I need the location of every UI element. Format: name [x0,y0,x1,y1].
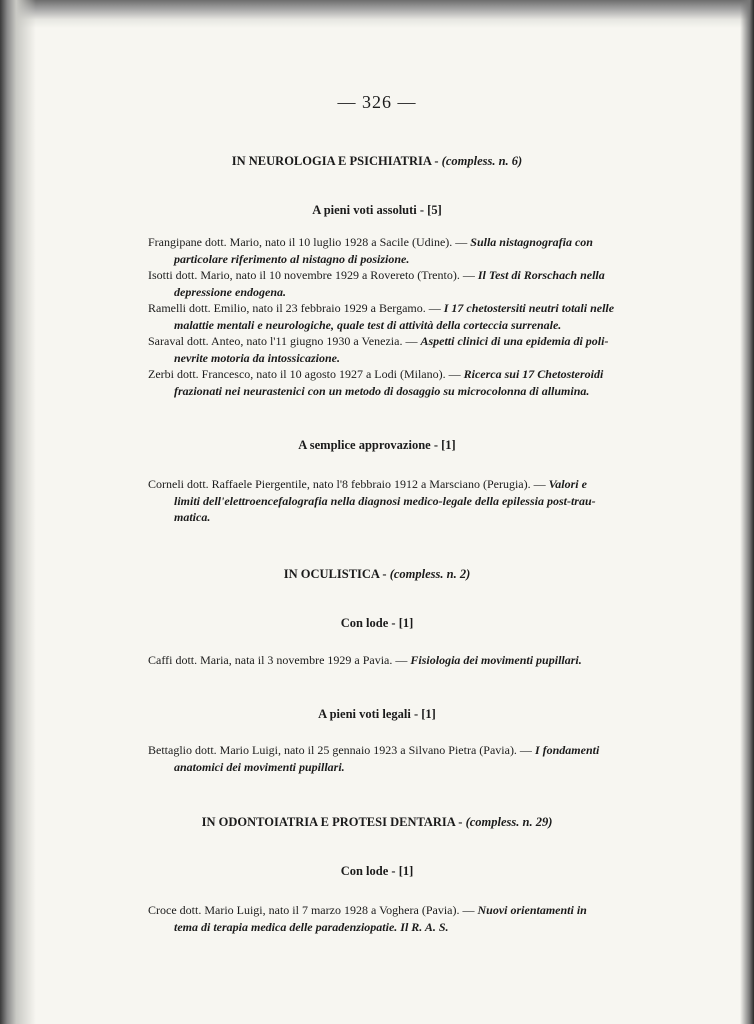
section-title-text: IN OCULISTICA [283,567,380,581]
list-item [148,300,696,333]
entry-author: Croce dott. Mario Luigi, nato il 7 marzo 1928 a Voghera (Pavia). — [148,903,478,917]
group-heading: Con lode - [1] [340,864,414,878]
entry-title: Fisiologia dei movimenti pupillari. [410,653,582,667]
entry-author: Isotti dott. Mario, nato il 10 novembre 1929 a Rovereto (Trento). — [148,268,478,282]
entry-title: Sulla nistagnografia con [470,235,593,249]
entry-title: Ricerca sui 17 Chetosteroidi [463,367,604,381]
list-item [148,652,696,669]
group-heading: Con lode - [1] [340,616,414,630]
entry-title: Valori e [548,477,587,491]
entry-title: Il Test di Rorschach nella [477,268,605,282]
entry-author: Corneli dott. Raffaele Piergentile, nato l'8 febbraio 1912 a Marsciano (Perugia). — [148,477,549,491]
entry-title-cont: frazionati nei neurastenici con un metodo di dosaggio su microcolonna di allumina. [174,383,590,398]
list-item [148,234,696,267]
entry-title: Aspetti clinici di una epidemia di poli- [420,334,609,348]
list-item [148,476,696,526]
entry-title: I fondamenti [534,743,600,757]
group-heading: A pieni voti assoluti - [5] [312,203,442,217]
entry-author: Caffi dott. Maria, nata il 3 novembre 1929 a Pavia. — [148,653,411,667]
section-compless: (compless. n. 6) [441,154,523,168]
entry-author: Frangipane dott. Mario, nato il 10 luglio 1928 a Sacile (Udine). — [148,235,471,249]
entry-title: I 17 chetostersiti neutri totali nelle [443,301,615,315]
list-item [148,366,696,399]
entry-title-cont: malattie mentali e neurologiche, quale test di attività della corteccia surrenale. [174,317,562,332]
entry-title-cont: tema di terapia medica delle paradenziopatie. Il R. A. S. [174,919,449,934]
entry-title-cont: matica. [174,510,211,524]
entry-title-cont: nevrite motoria da intossicazione. [174,350,341,365]
section-compless: (compless. n. 2) [389,567,471,581]
group-heading: A pieni voti legali - [1] [318,707,436,721]
group-heading: A semplice approvazione - [1] [298,438,456,452]
entry-author: Ramelli dott. Emilio, nato il 23 febbraio 1929 a Bergamo. — [148,301,444,315]
page-number: — 326 — [337,92,417,112]
section-compless: (compless. n. 29) [465,815,553,829]
entry-title-cont: depressione endogena. [174,284,286,299]
entry-author: Zerbi dott. Francesco, nato il 10 agosto 1927 a Lodi (Milano). — [148,367,464,381]
list-item [148,333,696,366]
section-title-text: IN ODONTOIATRIA E PROTESI DENTARIA [201,815,456,829]
section-title-text: IN NEUROLOGIA E PSICHIATRIA [231,154,432,168]
entry-author: Bettaglio dott. Mario Luigi, nato il 25 gennaio 1923 a Silvano Pietra (Pavia). — [148,743,535,757]
section-title-oculistica: IN OCULISTICA - (compless. n. 2) [283,567,471,581]
entry-author: Saraval dott. Anteo, nato l'11 giugno 1930 a Venezia. — [148,334,421,348]
list-item [148,267,696,300]
section-title-neurologia: IN NEUROLOGIA E PSICHIATRIA - (compless. n. 6) [231,154,523,168]
entry-title: Nuovi orientamenti in [477,903,587,917]
entry-title-cont: particolare riferimento al nistagno di posizione. [174,251,410,266]
list-item [148,902,696,935]
list-item [148,742,696,775]
entry-title-cont: anatomici dei movimenti pupillari. [174,759,345,774]
entry-title-cont: limiti dell'elettroencefalografia nella diagnosi medico-legale della epilessia post-trau- [174,493,596,508]
section-title-odontoiatria: IN ODONTOIATRIA E PROTESI DENTARIA - (compless. n. 29) [201,815,553,829]
